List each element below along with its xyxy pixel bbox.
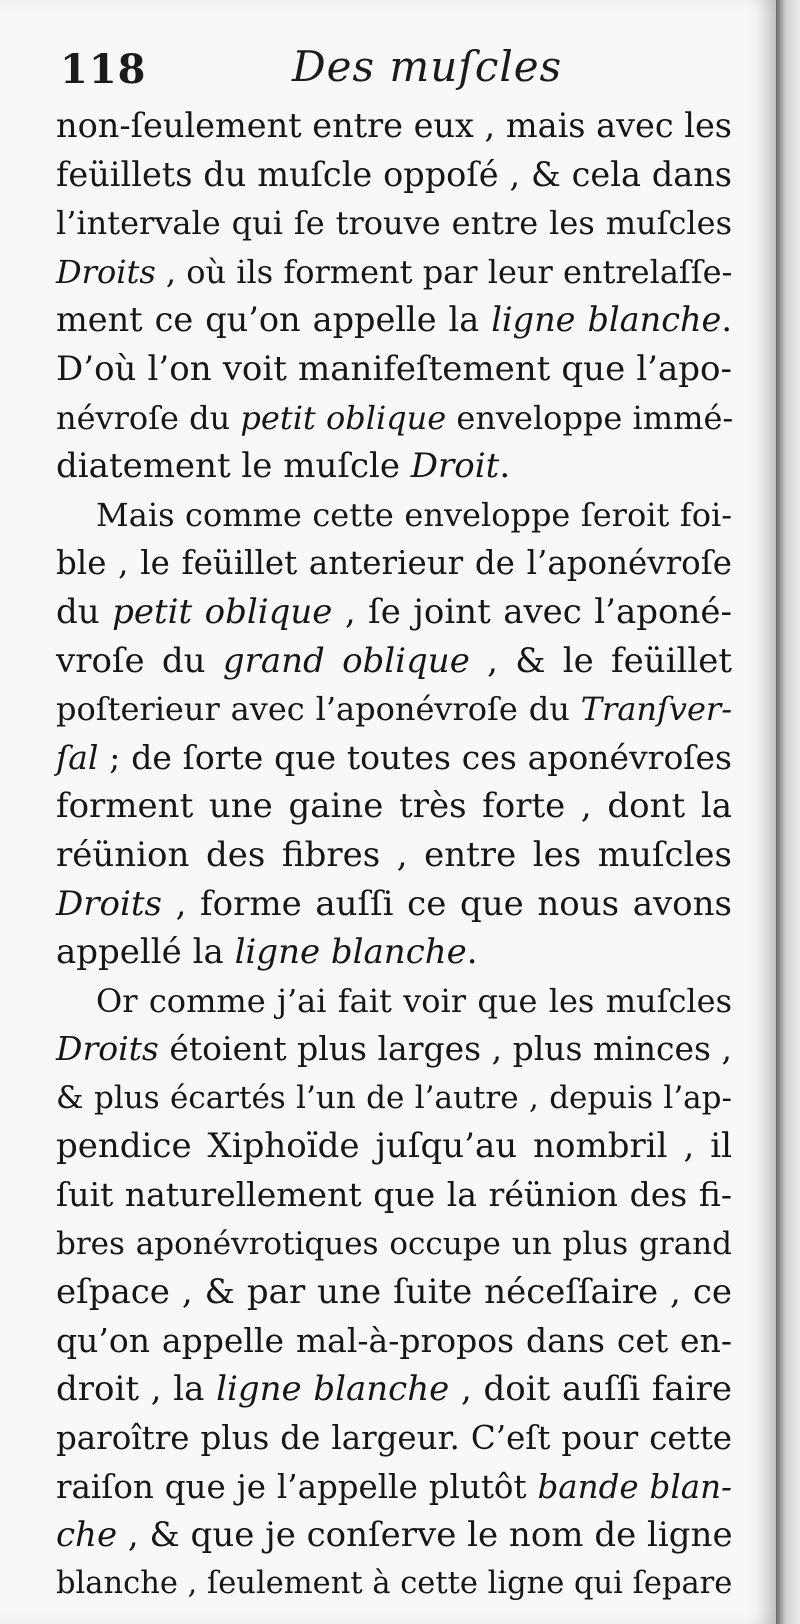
text-segment: , forme auſſi ce que nous avons <box>161 883 732 924</box>
text-segment: vroſe du <box>56 640 223 681</box>
text-line <box>56 394 732 443</box>
italic-text: Droit <box>410 446 500 487</box>
text-segment: ſuit naturellement que la réünion des fi- <box>56 1175 732 1215</box>
italic-text: grand oblique <box>222 640 470 681</box>
text-segment: . <box>499 446 511 487</box>
text-line <box>56 442 732 491</box>
text-line <box>56 1171 732 1220</box>
text-line <box>56 151 732 200</box>
text-line <box>56 637 732 686</box>
text-segment: feüillets du muſcle oppoſé , & cela dans <box>56 154 732 194</box>
text-segment: forment une gaine très forte , dont la <box>56 786 732 827</box>
text-segment: , ſe joint avec l’aponé- <box>332 591 732 632</box>
text-line <box>56 199 732 248</box>
text-line <box>56 685 732 734</box>
italic-text: Tranſver- <box>580 690 732 729</box>
text-segment: raiſon que je l’appelle plutôt <box>56 1467 538 1506</box>
text-segment: ; de ſorte que toutes ces aponévroſes <box>98 737 732 777</box>
text-segment: appellé la <box>56 932 235 973</box>
text-line <box>56 880 732 929</box>
text-segment: pendice Xiphoïde juſqu’au nombril , il <box>56 1126 732 1167</box>
text-line <box>56 782 732 831</box>
text-segment: , & le feüillet <box>469 640 732 681</box>
text-segment: du <box>56 591 113 632</box>
italic-text: ligne blanche <box>491 300 722 340</box>
text-segment: Or comme j’ai fait voir que les muſcles <box>96 981 732 1020</box>
text-segment: bres aponévrotiques occupe un plus grand <box>56 1225 732 1262</box>
text-segment: . <box>721 300 733 340</box>
text-segment: ble , le feüillet anterieur de l’aponévroſe <box>56 544 732 583</box>
text-line <box>56 1365 732 1414</box>
italic-text: petit oblique <box>112 591 333 632</box>
text-segment: réünion des fibres , entre les muſcles <box>56 834 732 875</box>
text-segment: névroſe du <box>56 398 241 437</box>
text-line <box>56 831 732 880</box>
text-line <box>56 345 732 394</box>
text-line <box>56 1122 732 1171</box>
text-segment: , & que je conſerve le nom de ligne <box>117 1515 733 1556</box>
text-segment: l’intervale qui ſe trouve entre les muſcles <box>56 204 732 243</box>
text-line <box>56 1511 732 1560</box>
text-segment: poſterieur avec l’aponévroſe du <box>56 690 581 729</box>
text-segment: & plus écartés l’un de l’autre , depuis l’ap- <box>56 1079 732 1116</box>
italic-text: Droits <box>56 883 162 924</box>
body-text <box>56 102 732 1608</box>
running-head <box>60 42 740 98</box>
text-line <box>56 977 732 1026</box>
text-line <box>56 1220 732 1269</box>
text-segment: eſpace , & par une ſuite néceſſaire , ce <box>56 1272 732 1313</box>
italic-text: Droits <box>56 1029 159 1069</box>
text-line <box>56 102 732 151</box>
text-line <box>56 1025 732 1074</box>
text-line <box>56 1317 732 1366</box>
italic-text: ligne blanche <box>234 932 467 973</box>
text-segment: , où ils forment par leur entrelaſſe- <box>155 252 733 291</box>
text-line <box>56 1463 732 1512</box>
page-number: 118 <box>60 46 147 93</box>
text-segment: diatement le muſcle <box>56 446 411 487</box>
text-segment: , doit auſſi faire <box>449 1369 732 1410</box>
text-segment: Mais comme cette enveloppe ſeroit foi- <box>96 495 732 534</box>
text-segment: paroître plus de largeur. C’eſt pour cette <box>56 1419 732 1458</box>
text-line <box>56 928 732 977</box>
text-segment: ment ce qu’on appelle la <box>56 300 492 340</box>
italic-text: ſal <box>56 737 99 777</box>
text-line <box>56 588 732 637</box>
text-segment: étoient plus larges , plus minces , <box>158 1029 732 1069</box>
text-line <box>56 1560 732 1609</box>
text-line <box>56 491 732 540</box>
running-title: Des muſcles <box>292 42 563 91</box>
italic-text: che <box>56 1515 118 1556</box>
text-line <box>56 539 732 588</box>
text-line <box>56 296 732 345</box>
text-line <box>56 1414 732 1463</box>
text-segment: D’où l’on voit manifeſtement que l’apo- <box>56 348 732 389</box>
text-line <box>56 1074 732 1123</box>
text-line <box>56 248 732 297</box>
text-segment: . <box>466 932 478 973</box>
italic-text: ligne blanche <box>216 1369 450 1410</box>
italic-text: bande blan- <box>537 1467 732 1506</box>
text-line <box>56 1268 732 1317</box>
text-segment: qu’on appelle mal-à-propos dans cet en- <box>56 1320 732 1360</box>
text-segment: droit , la <box>56 1369 217 1410</box>
text-segment: enveloppe immé- <box>446 398 734 437</box>
italic-text: Droits <box>56 252 156 291</box>
text-line <box>56 734 732 783</box>
page-edge-shadow <box>776 0 800 1624</box>
text-segment: non-ſeulement entre eux , mais avec les <box>56 106 733 145</box>
text-segment: blanche , ſeulement à cette ligne qui ſepare <box>56 1565 733 1601</box>
italic-text: petit oblique <box>240 398 447 437</box>
